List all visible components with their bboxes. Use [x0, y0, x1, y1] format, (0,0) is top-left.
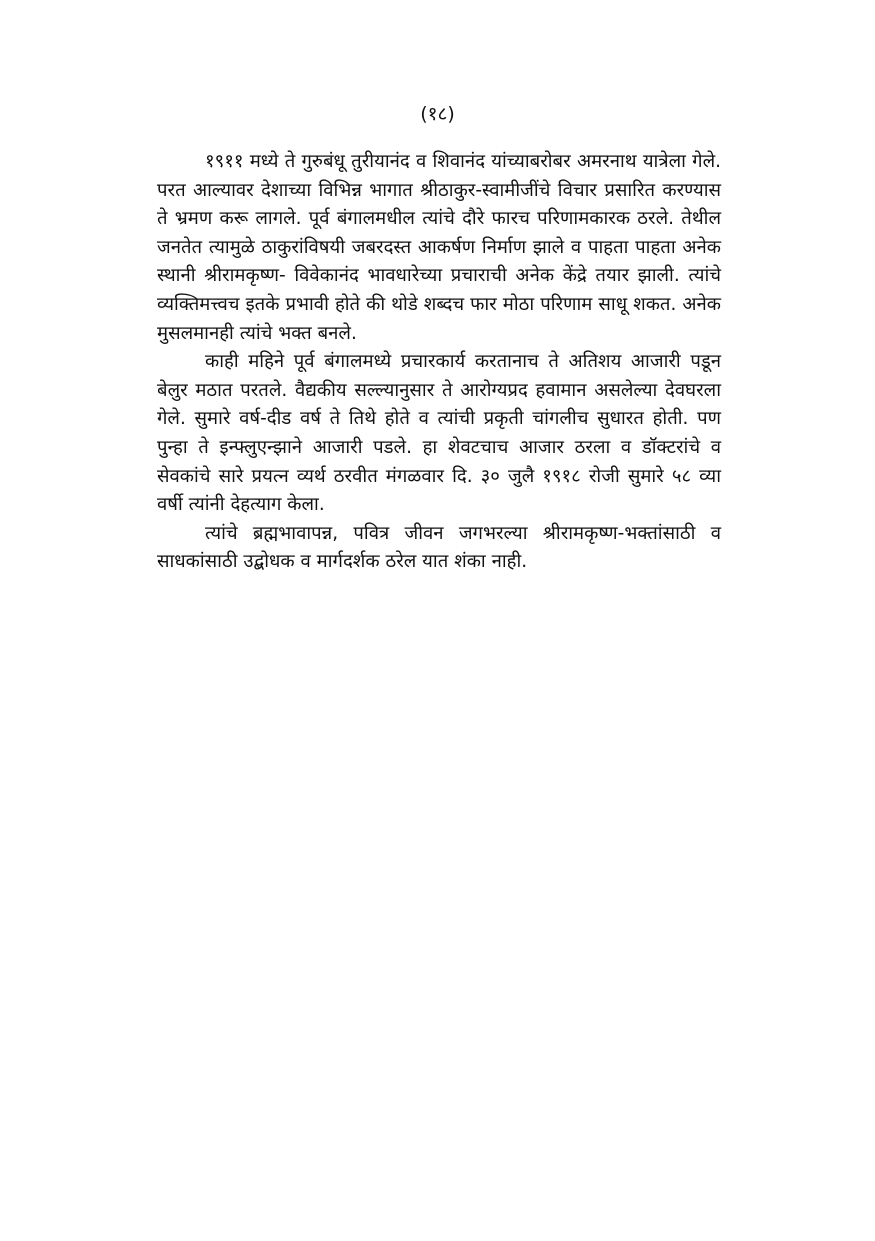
paragraph: काही महिने पूर्व बंगालमध्ये प्रचारकार्य करतानाच ते अतिशय आजारी पडून बेलुर मठात परतले. वैद्यकीय सल्ल्यानुसार ते आरोग्यप्रद हवामान असलेल्या देवघरला गेले. सुमारे वर्ष-दीड वर्ष ते तिथे होते व त्यांची प्रकृती चांगलीच सुधारत होती. पण पुन्हा ते इन्फ्लुएन्झाने आजारी पडले. हा शेवटचाच आजार ठरला व डॉक्टरांचे व सेवकांचे सारे प्रयत्न व्यर्थ ठरवीत मंगळवार दि. ३० जुलै १९१८ रोजी सुमारे ५८ व्या वर्षी त्यांनी देहत्याग केला. [157, 351, 721, 516]
paragraph: १९११ मध्ये ते गुरुबंधू तुरीयानंद व शिवानंद यांच्याबरोबर अमरनाथ यात्रेला गेले. परत आल्यावर देशाच्या विभिन्न भागात श्रीठाकुर-स्वामीजींचे विचार प्रसारित करण्यास ते भ्रमण करू लागले. पूर्व बंगालमधील त्यांचे दौरे फारच परिणामकारक ठरले. तेथील जनतेत त्यामुळे ठाकुरांविषयी जबरदस्त आकर्षण निर्माण झाले व पाहता पाहता अनेक स्थानी श्रीरामकृष्ण- विवेकानंद भावधारेच्या प्रचाराची अनेक केंद्रे तयार झाली. त्यांचे व्यक्तिमत्त्वच इतके प्रभावी होते की थोडे शब्दच फार मोठा परिणाम साधू शकत. अनेक मुसलमानही त्यांचे भक्त बनले. [157, 151, 721, 344]
body-text [157, 148, 721, 577]
page-number: (१८) [420, 103, 455, 125]
paragraph: त्यांचे ब्रह्मभावापन्न, पवित्र जीवन जगभरल्या श्रीरामकृष्ण-भक्तांसाठी व साधकांसाठी उद्बोधक व मार्गदर्शक ठरेल यात शंका नाही. [157, 522, 721, 573]
